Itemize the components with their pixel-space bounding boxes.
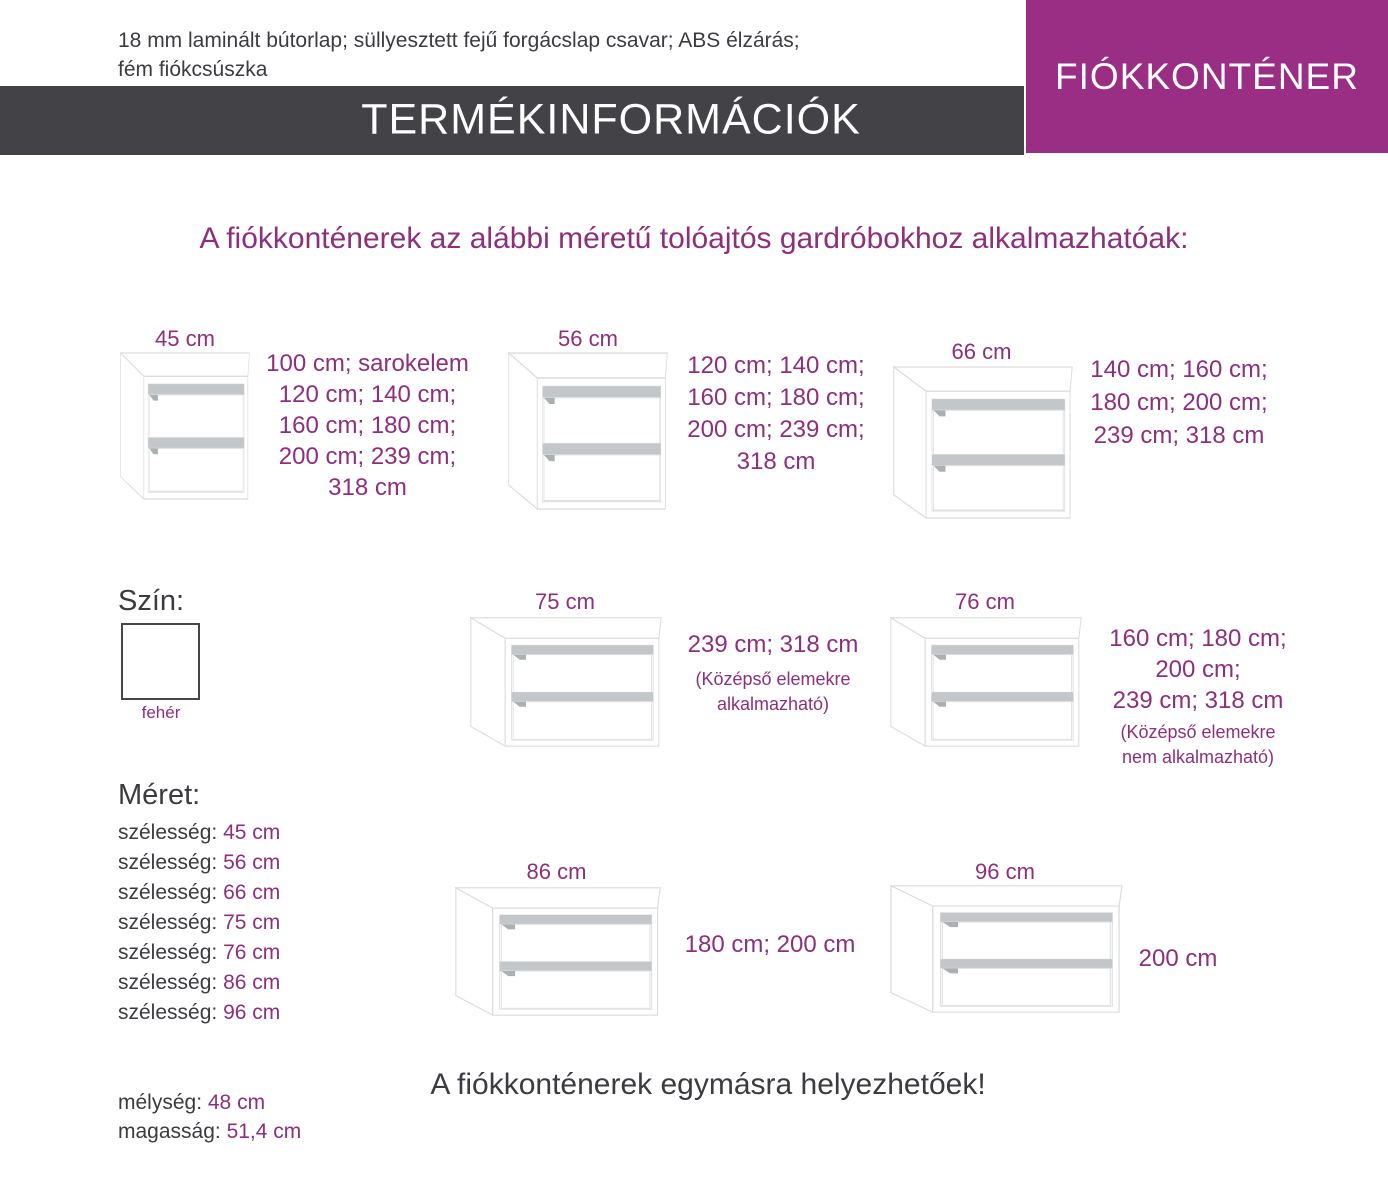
cabinet-width-label: 56 cm bbox=[558, 326, 618, 351]
compat-card-66cm bbox=[890, 339, 1288, 529]
compat-size-line: 160 cm; 180 cm; bbox=[1109, 625, 1287, 652]
compat-sizes bbox=[665, 929, 875, 961]
compat-card-86cm bbox=[453, 859, 888, 1024]
compat-note bbox=[1084, 720, 1312, 770]
compat-size-line: 239 cm; 318 cm bbox=[1093, 422, 1265, 449]
drawer-cabinet-illustration bbox=[120, 352, 250, 500]
compat-card-45cm bbox=[120, 326, 485, 526]
size-row: szélesség: 75 cm bbox=[118, 911, 281, 934]
size-rows bbox=[118, 818, 280, 1028]
drawer-cabinet-illustration bbox=[508, 352, 668, 510]
compat-sizes bbox=[671, 350, 881, 478]
intro-heading: A fiókkonténerek az alábbi méretű tolóajtós gardróbokhoz alkalmazhatóak: bbox=[199, 222, 1189, 255]
compat-size-line: 160 cm; 180 cm; bbox=[687, 384, 865, 411]
compat-card-96cm bbox=[888, 859, 1328, 1024]
size-row: szélesség: 45 cm bbox=[118, 821, 281, 844]
compat-size-line: 180 cm; 200 cm; bbox=[1090, 389, 1268, 416]
color-swatch-name: fehér bbox=[141, 703, 181, 722]
compat-size-line: 200 cm; 239 cm; bbox=[687, 416, 865, 443]
drawer-cabinet-illustration bbox=[890, 617, 1082, 747]
size-row: szélesség: 86 cm bbox=[118, 971, 281, 994]
product-name-banner bbox=[1026, 0, 1388, 153]
cabinet-width-label: 96 cm bbox=[975, 859, 1035, 884]
compat-card-56cm bbox=[505, 326, 885, 526]
drawer-cabinet-illustration bbox=[455, 887, 661, 1016]
size-row: szélesség: 96 cm bbox=[118, 1001, 281, 1024]
compat-note-line: (Középső elemekre bbox=[695, 669, 851, 689]
compat-size-line: 120 cm; 140 cm; bbox=[278, 381, 457, 408]
compat-sizes bbox=[664, 629, 882, 661]
drawer-cabinet-illustration bbox=[893, 366, 1073, 519]
compat-size-line: 180 cm; 200 cm bbox=[684, 931, 856, 958]
color-swatch-white bbox=[121, 623, 200, 700]
cabinet-width-label: 75 cm bbox=[535, 589, 595, 614]
materials-line-1: 18 mm laminált bútorlap; süllyesztett fejű forgácslap csavar; ABS élzárás; bbox=[118, 29, 800, 52]
compat-size-line: 160 cm; 180 cm; bbox=[278, 412, 457, 439]
compat-sizes bbox=[250, 348, 485, 503]
compat-size-line: 200 cm; bbox=[1155, 656, 1241, 683]
compat-size-line: 239 cm; 318 cm bbox=[687, 631, 859, 658]
compat-note bbox=[664, 667, 882, 717]
compat-note-line: (Középső elemekre bbox=[1120, 722, 1276, 742]
compat-size-line: 140 cm; 160 cm; bbox=[1090, 356, 1268, 383]
compat-size-line: 200 cm bbox=[1138, 945, 1218, 972]
stackable-note: A fiókkonténerek egymásra helyezhetőek! bbox=[430, 1068, 986, 1101]
compat-size-line: 318 cm bbox=[328, 474, 407, 501]
compat-card-76cm bbox=[888, 589, 1313, 784]
compat-note-line: alkalmazható) bbox=[716, 694, 830, 714]
compat-sizes bbox=[1084, 623, 1312, 716]
compat-note-line: nem alkalmazható) bbox=[1121, 747, 1275, 767]
size-row: szélesség: 56 cm bbox=[118, 851, 281, 874]
materials-line-2: fém fiókcsúszka bbox=[118, 58, 268, 81]
size-row: szélesség: 66 cm bbox=[118, 881, 281, 904]
color-section-label: Szín: bbox=[118, 585, 185, 617]
height-row: magasság: 51,4 cm bbox=[118, 1120, 302, 1143]
compat-size-line: 239 cm; 318 cm bbox=[1112, 687, 1284, 714]
cabinet-width-label: 86 cm bbox=[526, 859, 587, 884]
compat-size-line: 100 cm; sarokelem bbox=[266, 350, 469, 377]
compat-sizes bbox=[1108, 943, 1248, 975]
drawer-cabinet-illustration bbox=[470, 617, 662, 747]
cabinet-width-label: 66 cm bbox=[951, 339, 1012, 364]
product-name-banner-title: FIÓKKONTÉNER bbox=[1055, 55, 1359, 97]
drawer-cabinet-illustration bbox=[890, 885, 1123, 1013]
compat-card-75cm bbox=[468, 589, 888, 769]
cabinet-width-label: 45 cm bbox=[155, 326, 215, 351]
compat-sizes bbox=[1073, 353, 1285, 452]
compat-size-line: 200 cm; 239 cm; bbox=[278, 443, 457, 470]
product-info-banner-title: TERMÉKINFORMÁCIÓK bbox=[361, 95, 861, 144]
cabinet-width-label: 76 cm bbox=[955, 589, 1015, 614]
materials-description bbox=[118, 26, 800, 84]
depth-row: mélység: 48 cm bbox=[118, 1091, 266, 1114]
compat-size-line: 120 cm; 140 cm; bbox=[687, 352, 865, 379]
compat-size-line: 318 cm bbox=[736, 448, 816, 475]
product-info-banner bbox=[0, 86, 1024, 155]
size-section-label: Méret: bbox=[118, 779, 201, 811]
size-row: szélesség: 76 cm bbox=[118, 941, 281, 964]
